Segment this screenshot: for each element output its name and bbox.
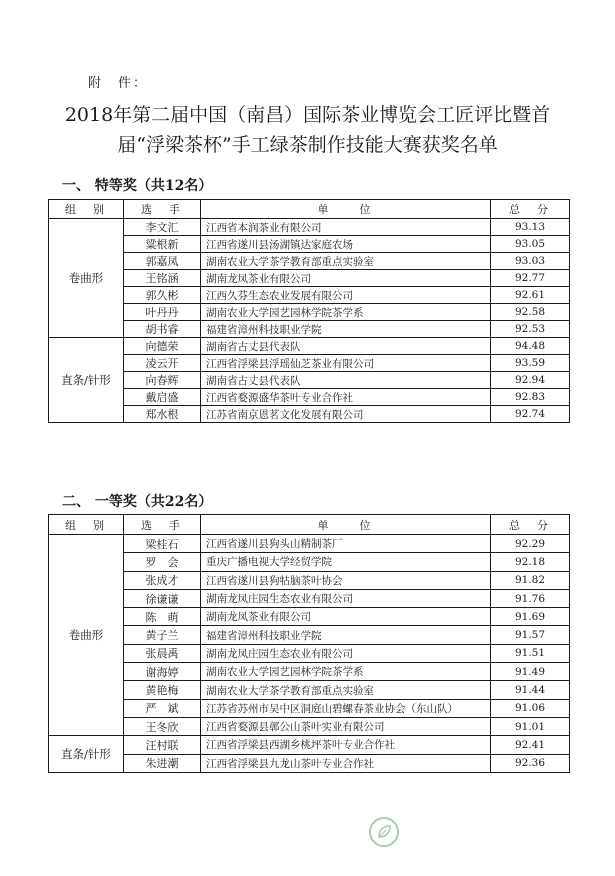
player-name-cell: 戴启盛 <box>124 389 201 406</box>
table-row <box>49 270 570 287</box>
table-row <box>49 571 570 589</box>
header-score: 总 分 <box>491 200 570 219</box>
table-row <box>49 644 570 662</box>
score-cell: 92.58 <box>491 304 570 321</box>
score-cell: 91.51 <box>491 644 570 662</box>
player-name-cell: 王铭涵 <box>124 270 201 287</box>
score-cell: 94.48 <box>491 338 570 355</box>
document-title-line-2: 届“浮梁茶杯”手工绿茶制作技能大赛获奖名单 <box>117 134 498 156</box>
score-cell: 91.01 <box>491 717 570 735</box>
score-cell: 93.03 <box>491 253 570 270</box>
player-name-cell: 向德荣 <box>124 338 201 355</box>
score-cell: 92.53 <box>491 321 570 338</box>
score-cell: 91.49 <box>491 663 570 681</box>
table-row <box>49 681 570 699</box>
player-name-cell: 凌云开 <box>124 355 201 372</box>
score-cell: 92.61 <box>491 287 570 304</box>
score-cell: 93.59 <box>491 355 570 372</box>
score-cell: 92.74 <box>491 406 570 423</box>
player-name-cell: 胡书睿 <box>124 321 201 338</box>
group-name-cell: 卷曲形 <box>49 219 124 338</box>
table-row <box>49 406 570 423</box>
header-score: 总 分 <box>491 515 570 535</box>
unit-cell: 湖南龙凤茶业有限公司 <box>201 270 491 287</box>
table-row <box>49 236 570 253</box>
group-name-cell: 卷曲形 <box>49 535 124 736</box>
score-cell: 92.36 <box>491 754 570 772</box>
player-name-cell: 梁桂石 <box>124 535 201 553</box>
attachment-label: 附 件： <box>88 76 149 91</box>
player-name-cell: 粱根新 <box>124 236 201 253</box>
unit-cell: 江西久芬生态农业发展有限公司 <box>201 287 491 304</box>
table-row <box>49 608 570 626</box>
table-row <box>49 304 570 321</box>
player-name-cell: 叶丹丹 <box>124 304 201 321</box>
unit-cell: 江西省浮梁县西湖乡桃坪茶叶专业合作社 <box>201 736 491 754</box>
player-name-cell: 向春辉 <box>124 372 201 389</box>
player-name-cell: 郭久彬 <box>124 287 201 304</box>
unit-cell: 江西省遂川县狗牯脑茶叶协会 <box>201 571 491 589</box>
player-name-cell: 谢海婷 <box>124 663 201 681</box>
unit-cell: 福建省漳州科技职业学院 <box>201 626 491 644</box>
player-name-cell: 罗 会 <box>124 553 201 571</box>
unit-cell: 湖南农业大学茶学教育部重点实验室 <box>201 253 491 270</box>
score-cell: 92.29 <box>491 535 570 553</box>
player-name-cell: 郭嘉凤 <box>124 253 201 270</box>
header-unit: 单 位 <box>201 515 491 535</box>
header-player: 选 手 <box>124 515 201 535</box>
score-cell: 92.77 <box>491 270 570 287</box>
table-row <box>49 338 570 355</box>
unit-cell: 江西省本润茶业有限公司 <box>201 219 491 236</box>
table-row <box>49 389 570 406</box>
group-name-cell: 直条/针形 <box>49 736 124 773</box>
section-heading-first-prize: 二、 一等奖（共22名） <box>62 494 213 510</box>
table-row <box>49 535 570 553</box>
player-name-cell: 李文汇 <box>124 219 201 236</box>
player-name-cell: 朱进潮 <box>124 754 201 772</box>
player-name-cell: 王冬欣 <box>124 717 201 735</box>
score-cell: 91.44 <box>491 681 570 699</box>
table-row <box>49 287 570 304</box>
unit-cell: 江西省婺源县鄣公山茶叶实业有限公司 <box>201 717 491 735</box>
table-row <box>49 589 570 607</box>
score-cell: 91.57 <box>491 626 570 644</box>
header-unit: 单 位 <box>201 200 491 219</box>
table-row <box>49 553 570 571</box>
header-player: 选 手 <box>124 200 201 219</box>
table-row <box>49 717 570 735</box>
unit-cell: 江西省浮梁县浮瑶仙芝茶业有限公司 <box>201 355 491 372</box>
table-row <box>49 253 570 270</box>
special-prize-table <box>48 199 570 423</box>
score-cell: 91.82 <box>491 571 570 589</box>
section-heading-special-prize: 一、 特等奖（共12名） <box>62 178 213 194</box>
table-row <box>49 219 570 236</box>
score-cell: 93.05 <box>491 236 570 253</box>
table-row <box>49 736 570 754</box>
unit-cell: 江苏省南京恩茗文化发展有限公司 <box>201 406 491 423</box>
table-row <box>49 355 570 372</box>
unit-cell: 湖南农业大学茶学教育部重点实验室 <box>201 681 491 699</box>
first-prize-table <box>48 514 570 773</box>
score-cell: 93.13 <box>491 219 570 236</box>
table-header-row <box>49 515 570 535</box>
table-header-row <box>49 200 570 219</box>
unit-cell: 重庆广播电视大学经贸学院 <box>201 553 491 571</box>
table-row <box>49 372 570 389</box>
unit-cell: 江西省遂川县狗头山精制茶厂 <box>201 535 491 553</box>
score-cell: 92.94 <box>491 372 570 389</box>
table-row <box>49 699 570 717</box>
unit-cell: 湖南省古丈县代表队 <box>201 372 491 389</box>
table-row <box>49 321 570 338</box>
unit-cell: 湖南龙凤庄园生态农业有限公司 <box>201 644 491 662</box>
document-title-line-1: 2018年第二届中国（南昌）国际茶业博览会工匠评比暨首 <box>64 104 551 126</box>
player-name-cell: 陈 萌 <box>124 608 201 626</box>
score-cell: 91.69 <box>491 608 570 626</box>
table-row <box>49 754 570 772</box>
score-cell: 92.18 <box>491 553 570 571</box>
leaf-logo-icon <box>369 817 399 847</box>
table-row <box>49 626 570 644</box>
unit-cell: 湖南农业大学园艺园林学院茶学系 <box>201 663 491 681</box>
score-cell: 92.83 <box>491 389 570 406</box>
unit-cell: 江苏省苏州市吴中区洞庭山碧螺春茶业协会（东山队） <box>201 699 491 717</box>
group-name-cell: 直条/针形 <box>49 338 124 423</box>
player-name-cell: 黄子兰 <box>124 626 201 644</box>
player-name-cell: 张晨禹 <box>124 644 201 662</box>
unit-cell: 江西省浮梁县九龙山茶叶专业合作社 <box>201 754 491 772</box>
unit-cell: 湖南龙凤庄园生态农业有限公司 <box>201 589 491 607</box>
unit-cell: 湖南龙凤茶业有限公司 <box>201 608 491 626</box>
unit-cell: 湖南省古丈县代表队 <box>201 338 491 355</box>
unit-cell: 江西省遂川县汤湖镇达家庭农场 <box>201 236 491 253</box>
player-name-cell: 徐谦谦 <box>124 589 201 607</box>
header-group: 组 别 <box>49 200 124 219</box>
unit-cell: 福建省漳州科技职业学院 <box>201 321 491 338</box>
player-name-cell: 黄艳梅 <box>124 681 201 699</box>
score-cell: 91.76 <box>491 589 570 607</box>
player-name-cell: 汪村联 <box>124 736 201 754</box>
header-group: 组 别 <box>49 515 124 535</box>
unit-cell: 湖南农业大学园艺园林学院茶学系 <box>201 304 491 321</box>
player-name-cell: 郑水根 <box>124 406 201 423</box>
score-cell: 91.06 <box>491 699 570 717</box>
score-cell: 92.41 <box>491 736 570 754</box>
table-row <box>49 663 570 681</box>
unit-cell: 江西省婺源盛华茶叶专业合作社 <box>201 389 491 406</box>
player-name-cell: 严 斌 <box>124 699 201 717</box>
player-name-cell: 张成才 <box>124 571 201 589</box>
